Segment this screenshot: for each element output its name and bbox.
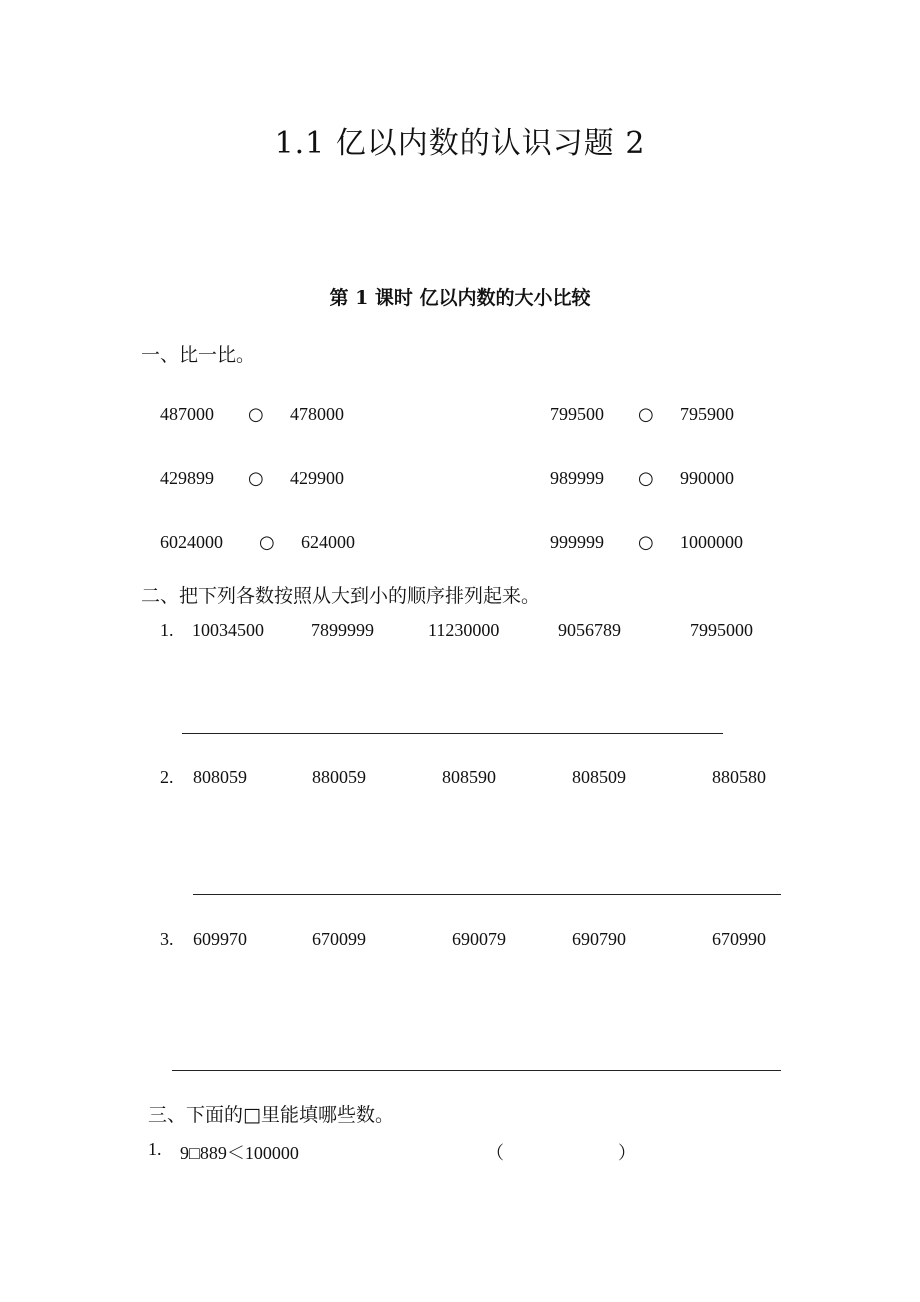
- compare-circle-blank[interactable]: ○: [248, 468, 264, 489]
- answer-blank[interactable]: [508, 1137, 618, 1161]
- number-item: 690790: [572, 929, 626, 949]
- answer-open-paren: （: [486, 1143, 504, 1163]
- lesson-subtitle: 第 1 课时 亿以内数的大小比较: [329, 287, 591, 309]
- number-item: 7899999: [311, 620, 374, 640]
- page-title: 1.1 亿以内数的认识习题 2: [274, 126, 646, 161]
- answer-close-paren: ）: [618, 1143, 636, 1163]
- number-item: 609970: [193, 929, 247, 949]
- compare-left-value: 989999: [550, 468, 604, 488]
- compare-circle-blank[interactable]: ○: [248, 404, 264, 425]
- number-item: 808509: [572, 767, 626, 787]
- section-3-heading: 三、下面的□里能填哪些数。: [148, 1104, 394, 1126]
- number-item: 808059: [193, 767, 247, 787]
- compare-right-value: 1000000: [680, 532, 743, 552]
- section-2-heading: 二、把下列各数按照从大到小的顺序排列起来。: [141, 585, 541, 607]
- compare-circle-blank[interactable]: ○: [638, 532, 654, 553]
- number-item: 670099: [312, 929, 366, 949]
- section-1-heading: 一、比一比。: [141, 344, 256, 366]
- number-item: 9056789: [558, 620, 621, 640]
- compare-circle-blank[interactable]: ○: [638, 468, 654, 489]
- compare-right-value: 478000: [290, 404, 344, 424]
- compare-circle-blank[interactable]: ○: [638, 404, 654, 425]
- compare-right-value: 624000: [301, 532, 355, 552]
- compare-left-value: 799500: [550, 404, 604, 424]
- problem-number: 3.: [160, 929, 174, 949]
- compare-left-value: 6024000: [160, 532, 223, 552]
- compare-right-value: 795900: [680, 404, 734, 424]
- problem-number: 2.: [160, 767, 174, 787]
- number-item: 880059: [312, 767, 366, 787]
- answer-line[interactable]: [182, 733, 723, 734]
- compare-right-value: 429900: [290, 468, 344, 488]
- compare-left-value: 999999: [550, 532, 604, 552]
- number-item: 880580: [712, 767, 766, 787]
- compare-left-value: 487000: [160, 404, 214, 424]
- answer-line[interactable]: [193, 894, 781, 895]
- inequality-expression: 9□889＜100000: [180, 1143, 299, 1163]
- compare-left-value: 429899: [160, 468, 214, 488]
- number-item: 7995000: [690, 620, 753, 640]
- problem-number: 1.: [160, 620, 174, 640]
- number-item: 10034500: [192, 620, 264, 640]
- compare-right-value: 990000: [680, 468, 734, 488]
- problem-number: 1.: [148, 1139, 162, 1159]
- number-item: 690079: [452, 929, 506, 949]
- number-item: 11230000: [428, 620, 500, 640]
- compare-circle-blank[interactable]: ○: [259, 532, 275, 553]
- number-item: 670990: [712, 929, 766, 949]
- number-item: 808590: [442, 767, 496, 787]
- answer-line[interactable]: [172, 1070, 781, 1071]
